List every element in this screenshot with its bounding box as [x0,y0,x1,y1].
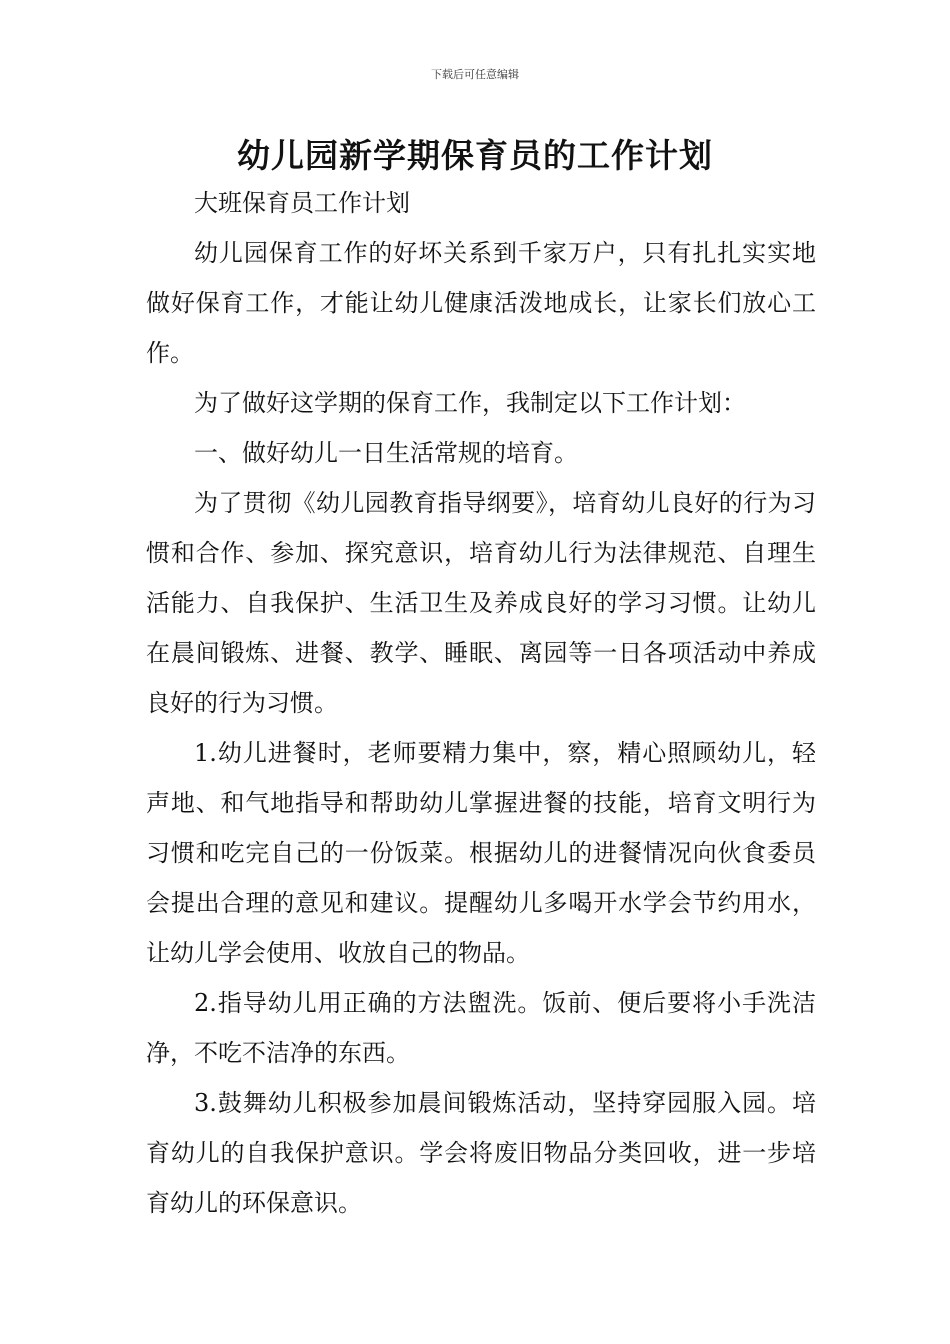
item-1-paragraph: 1.幼儿进餐时，老师要精力集中，察，精心照顾幼儿，轻声地、和气地指导和帮助幼儿掌握进餐的技能，培育文明行为习惯和吃完自己的一份饭菜。根据幼儿的进餐情况向伙食委员会提出合理的意见和建议。提醒幼儿多喝开水学会节约用水，让幼儿学会使用、收放自己的物品。 [146,739,816,967]
section-1-paragraph: 为了贯彻《幼儿园教育指导纲要》，培育幼儿良好的行为习惯和合作、参加、探究意识，培育幼儿行为法律规范、自理生活能力、自我保护、生活卫生及养成良好的学习习惯。让幼儿在晨间锻炼、进餐、教学、睡眠、离园等一日各项活动中养成良好的行为习惯。 [146,489,816,717]
item-3-paragraph: 3.鼓舞幼儿积极参加晨间锻炼活动，坚持穿园服入园。培育幼儿的自我保护意识。学会将废旧物品分类回收，进一步培育幼儿的环保意识。 [146,1089,816,1217]
plan-intro-paragraph: 为了做好这学期的保育工作，我制定以下工作计划： [194,389,746,417]
intro-paragraph: 幼儿园保育工作的好坏关系到千家万户，只有扎扎实实地做好保育工作，才能让幼儿健康活泼地成长，让家长们放心工作。 [146,239,816,367]
document-body [146,178,816,1228]
subtitle-paragraph: 大班保育员工作计划 [194,189,410,217]
header-note: 下载后可任意编辑 [431,68,519,81]
section-heading-1: 一、做好幼儿一日生活常规的培育。 [194,439,578,467]
item-2-paragraph: 2.指导幼儿用正确的方法盥洗。饭前、便后要将小手洗洁净，不吃不洁净的东西。 [146,989,816,1067]
document-title: 幼儿园新学期保育员的工作计划 [237,136,713,175]
